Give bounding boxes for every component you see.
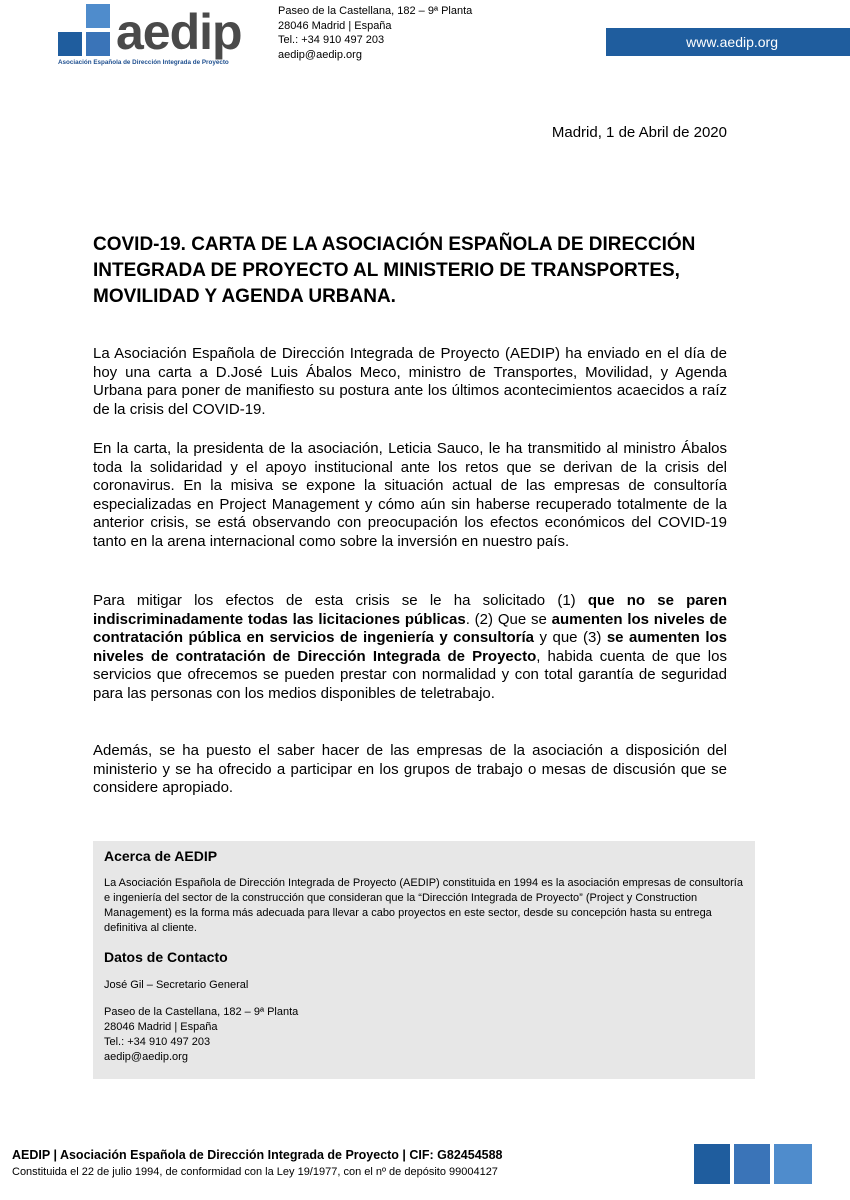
paragraph-3: [93, 592, 727, 703]
aedip-logo: [58, 4, 248, 68]
logo-wordmark: aedip: [116, 4, 242, 60]
about-box: [93, 841, 755, 1079]
contact-address: [104, 1005, 748, 1065]
paragraph-1: La Asociación Española de Dirección Integrada de Proyecto (AEDIP) ha enviado en el día de hoy una carta a D.José Luis Ábalos Meco, ministro de Transportes, Movilidad, y Agenda Urbana para poner de manifiesto su postura ante los últimos acontecimientos acaecidos a raíz de la crisis del COVID-19.: [93, 345, 727, 418]
contact-line: Tel.: +34 910 497 203: [104, 1036, 211, 1048]
logo-subtitle: Asociación Española de Dirección Integrada de Proyecto: [58, 59, 229, 66]
paragraph-4: Además, se ha puesto el saber hacer de las empresas de la asociación a disposición del ministerio y se ha ofrecido a participar en los grupos de trabajo o mesas de discusión que se considere apropiado.: [93, 742, 727, 796]
paragraph-2: En la carta, la presidenta de la asociación, Leticia Sauco, le ha transmitido al ministro Ábalos toda la solidaridad y el apoyo institucional ante los retos que se derivan de la crisis del coronavirus. En la misiva se expone la situación actual de las empresas de consultoría especializadas en Project Management y cómo aún sin haberse recuperado totalmente de la anterior crisis, se está observando con preocupación los efectos económicos del COVID-19 tanto en la arena internacional como sobre la inversión en nuestro país.: [93, 440, 727, 550]
paragraph-3-text: , habida cuenta de que los servicios que ofrecemos se pueden prestar con normalidad y con total garantía de seguridad para las personas con los medios disponibles de teletrabajo.: [93, 647, 727, 702]
letter-title: COVID-19. CARTA DE LA ASOCIACIÓN ESPAÑOLA DE DIRECCIÓN INTEGRADA DE PROYECTO AL MINISTERIO DE TRANSPORTES, MOVILIDAD Y AGENDA URBANA.: [93, 234, 696, 307]
header-address: [278, 4, 472, 62]
contact-heading: Datos de Contacto: [104, 949, 228, 965]
footer-square-icon: [694, 1144, 730, 1184]
contact-line: 28046 Madrid | España: [104, 1021, 218, 1033]
header-address-line: 28046 Madrid | España: [278, 19, 392, 32]
footer-line-2: Constituida el 22 de julio 1994, de conformidad con la Ley 19/1977, con el nº de depósito 99004127: [12, 1166, 498, 1178]
paragraph-3-bold: que no se paren indiscriminadamente todas las licitaciones públicas: [93, 592, 727, 628]
header-email-link[interactable]: aedip@aedip.org: [278, 48, 362, 61]
letter-date: Madrid, 1 de Abril de 2020: [551, 124, 727, 141]
paragraph-3-bold: aumenten los niveles de contratación pública en servicios de ingeniería y consultoría: [93, 610, 727, 646]
footer-square-icon: [734, 1144, 770, 1184]
about-text: La Asociación Española de Dirección Integrada de Proyecto (AEDIP) constituida en 1994 es la asociación empresas de consultoría e ingeniería del sector de la construcción que consideran que la “Dirección Integrada de Proyecto” (Project y Construction Management) es la forma más adecuada para llevar a cabo proyectos en este sector, desde su concepción hasta su entrega definitiva al cliente.: [104, 877, 743, 934]
header-address-line: Tel.: +34 910 497 203: [278, 34, 385, 46]
contact-person: José Gil – Secretario General: [104, 979, 249, 991]
contact-line: Paseo de la Castellana, 182 – 9ª Planta: [104, 1006, 299, 1018]
website-link[interactable]: www.aedip.org: [686, 34, 778, 50]
contact-email-link[interactable]: aedip@aedip.org: [104, 1051, 188, 1063]
paragraph-3-bold: se aumenten los niveles de contratación de Dirección Integrada de Proyecto: [93, 629, 728, 665]
header-address-line: Paseo de la Castellana, 182 – 9ª Planta: [278, 5, 473, 17]
website-banner: [606, 28, 850, 56]
logo-squares-icon: [58, 4, 110, 56]
footer-line-1: AEDIP | Asociación Española de Dirección Integrada de Proyecto | CIF: G82454588: [12, 1148, 503, 1162]
paragraph-3-text: . (2) Que se: [465, 610, 552, 628]
paragraph-3-text: y que (3): [534, 629, 607, 646]
about-heading: Acerca de AEDIP: [104, 848, 218, 864]
footer-square-icon: [774, 1144, 812, 1184]
paragraph-3-text: Para mitigar los efectos de esta crisis se le ha solicitado (1): [93, 592, 588, 609]
